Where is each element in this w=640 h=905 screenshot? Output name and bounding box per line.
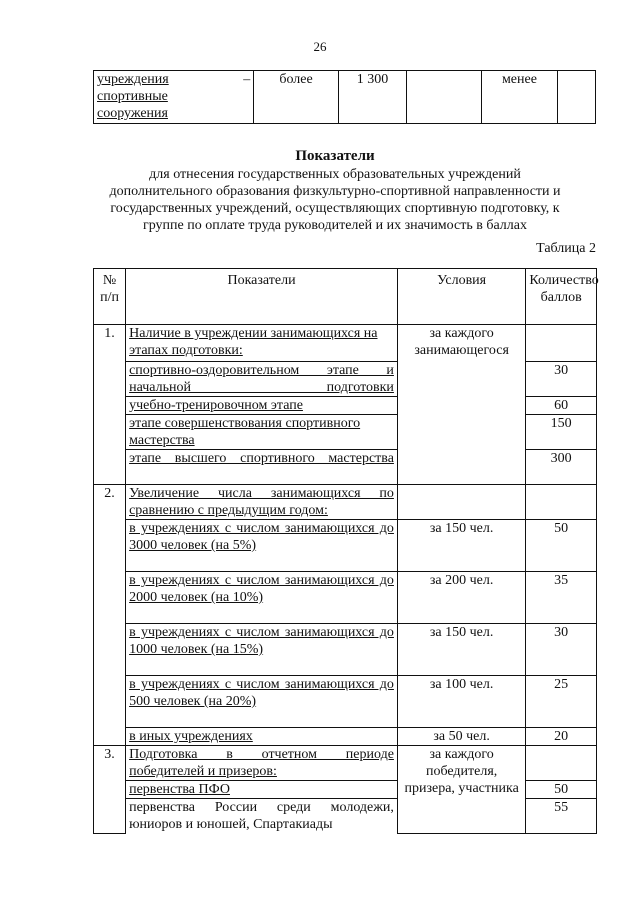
document-subtitle [80,166,590,234]
points-cell: 60 [526,397,597,415]
section-title: Увеличение числа занимающихся по сравнению с предыдущим годом: [126,485,398,520]
points-cell [526,746,597,781]
table-row [94,520,597,572]
subtitle-line: дополнительного образования физкультурно-спортивной направленности и [109,184,561,199]
row-number: 1. [94,325,126,485]
section-title: Подготовка в отчетном периоде победителей и призеров: [126,746,398,781]
table-label: Таблица 2 [536,241,596,256]
table-row [94,728,597,746]
table-cell: менее [481,71,558,124]
table-cell: 1 300 [338,71,406,124]
points-cell: 50 [526,781,597,799]
points-cell: 20 [526,728,597,746]
indicator-cell: в учреждениях с числом занимающихся до 3000 человек (на 5%) [126,520,398,572]
row-number: 2. [94,485,126,746]
indicator-cell: в учреждениях с числом занимающихся до 2000 человек (на 10%) [126,572,398,624]
indicator-cell: первенства ПФО [126,781,398,799]
indicator-cell: в учреждениях с числом занимающихся до 500 человек (на 20%) [126,676,398,728]
points-cell: 50 [526,520,597,572]
condition-cell: за 200 чел. [397,572,525,624]
condition-cell: за 150 чел. [397,520,525,572]
points-cell: 30 [526,624,597,676]
indicator-cell: учебно-тренировочном этапе [126,397,398,415]
table-row [94,746,597,781]
header-points: Количество баллов [526,269,597,325]
points-cell: 55 [526,799,597,834]
indicator-cell: первенства России среди молодежи, юниоров и юношей, Спартакиады [126,799,398,834]
points-cell: 30 [526,362,597,397]
cell-text: сооружения [97,106,168,121]
continuation-table [93,70,596,124]
condition-cell: за каждого победителя, призера, участника [397,746,525,834]
table-row [94,485,597,520]
condition-cell: за 100 чел. [397,676,525,728]
section-title: Наличие в учреждении занимающихся на этапах подготовки: [126,325,398,362]
indicator-cell: этапе высшего спортивного мастерства [126,450,398,485]
subtitle-line: группе по оплате труда руководителей и их значимость в баллах [142,218,527,233]
points-cell [526,485,597,520]
dash: – [243,72,251,87]
table-cell [407,71,481,124]
indicators-table [93,268,597,834]
indicator-cell: в учреждениях с числом занимающихся до 1000 человек (на 15%) [126,624,398,676]
cell-text: спортивные [97,89,168,104]
table-row [94,676,597,728]
points-cell [526,325,597,362]
table-cell [558,71,596,124]
table-row [94,624,597,676]
condition-cell: за каждого занимающегося [397,325,525,485]
points-cell: 150 [526,415,597,450]
table-header-row [94,269,597,325]
document-title: Показатели [295,148,375,164]
points-cell: 300 [526,450,597,485]
indicator-cell: в иных учреждениях [126,728,398,746]
table-cell [94,71,254,124]
subtitle-line: государственных учреждений, осуществляющих спортивную подготовку, к [110,201,560,216]
page-number: 26 [313,39,327,54]
points-cell: 35 [526,572,597,624]
header-conditions: Условия [397,269,525,325]
indicator-cell: спортивно-оздоровительном этапе и начальной подготовки [126,362,398,397]
cell-text: учреждения [97,72,169,87]
row-number: 3. [94,746,126,834]
table-row [94,572,597,624]
subtitle-line: для отнесения государственных образовательных учреждений [149,167,521,182]
table-row [94,71,596,124]
table-cell: более [254,71,339,124]
header-num: № п/п [94,269,126,325]
header-indicator: Показатели [126,269,398,325]
condition-cell [397,485,525,520]
condition-cell: за 150 чел. [397,624,525,676]
points-cell: 25 [526,676,597,728]
table-row [94,325,597,362]
condition-cell: за 50 чел. [397,728,525,746]
indicator-cell: этапе совершенствования спортивного мастерства [126,415,398,450]
